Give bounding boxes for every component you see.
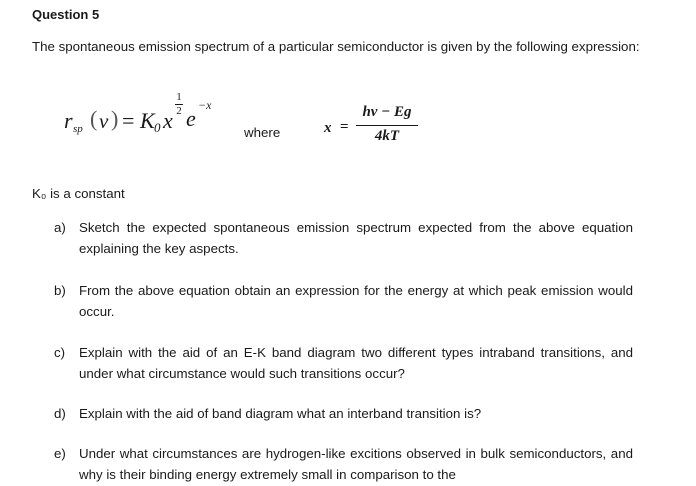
constant-note: K₀ is a constant <box>32 186 125 201</box>
eq-x: x <box>163 108 173 133</box>
item-text: Explain with the aid of band diagram what an interband transition is? <box>79 406 482 421</box>
eq-exponent-half <box>175 92 183 117</box>
item-text: Sketch the expected spontaneous emission spectrum expected from the above equation explaining the key aspects. <box>79 220 633 256</box>
item-marker: e) <box>54 446 66 461</box>
exp-numerator: 1 <box>176 91 182 103</box>
eq-K-subscript: 0 <box>154 120 161 135</box>
eq-nu: v <box>99 109 109 133</box>
item-marker: d) <box>54 406 66 421</box>
eq-e-exponent: −x <box>198 98 212 112</box>
emission-equation <box>64 92 224 140</box>
eq-equals: = <box>122 108 135 133</box>
item-text: Explain with the aid of an E-K band diagram two different types intraband transitions, and under what circumstance would such transitions occur? <box>79 345 633 381</box>
eq-r: r <box>64 108 73 133</box>
where-label: where <box>244 125 281 140</box>
x-definition-equation <box>324 104 424 150</box>
item-text: Under what circumstances are hydrogen-like excitions observed in bulk semiconductors, and why is their binding energy extremely small in comparison to the <box>79 446 633 482</box>
eq2-x: x <box>324 120 332 136</box>
eq-e: e <box>186 106 196 131</box>
eq-paren-close: ) <box>111 106 119 131</box>
eq2-numerator: hv − Eg <box>362 104 412 120</box>
exp-denominator: 2 <box>176 105 182 117</box>
eq2-equals: = <box>340 119 349 135</box>
question-intro: The spontaneous emission spectrum of a particular semiconductor is given by the following expression: <box>32 39 640 54</box>
eq2-denominator: 4kT <box>374 128 400 144</box>
item-text: From the above equation obtain an expression for the energy at which peak emission would occur. <box>79 283 633 319</box>
question-heading: Question 5 <box>32 7 100 22</box>
eq2-fraction-bar <box>356 125 418 126</box>
eq-subscript-sp: sp <box>73 123 83 135</box>
eq-paren-open: ( <box>90 106 98 131</box>
eq-K: K <box>140 108 155 133</box>
item-marker: b) <box>54 283 66 298</box>
item-marker: a) <box>54 220 66 235</box>
item-marker: c) <box>54 345 66 360</box>
